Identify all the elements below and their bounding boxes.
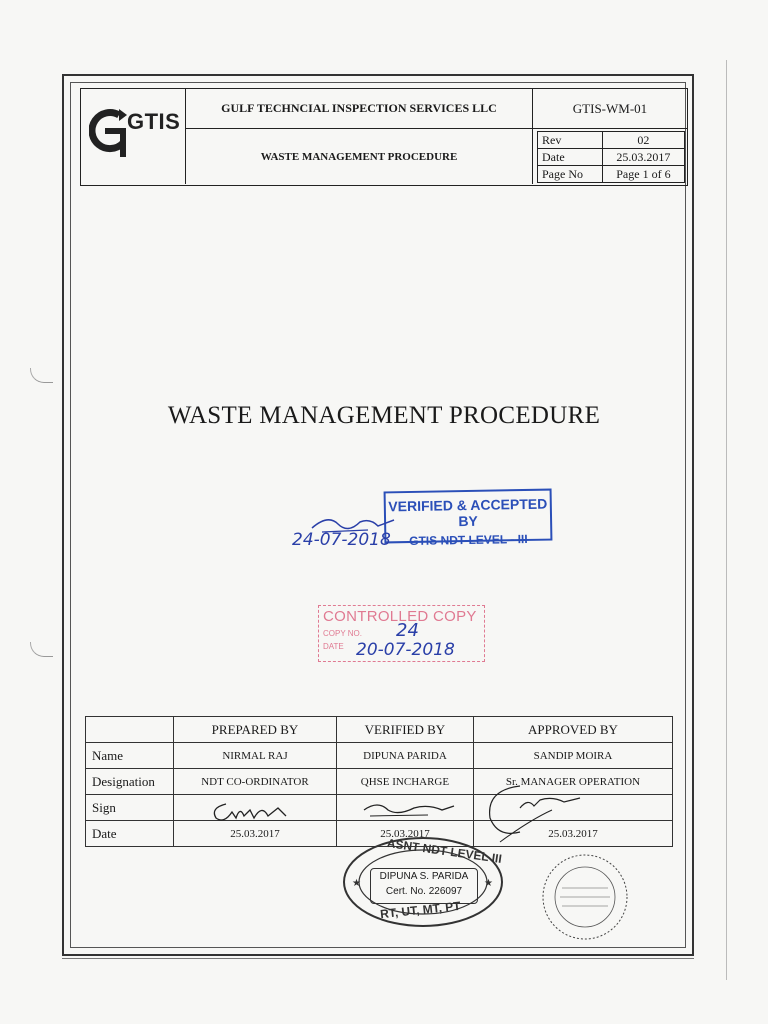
verified-stamp bbox=[384, 489, 553, 549]
row-label-name: Name bbox=[86, 743, 174, 769]
svg-text:★: ★ bbox=[352, 878, 361, 889]
copy-date-label: DATE bbox=[323, 642, 344, 651]
document-number: GTIS-WM-01 bbox=[533, 89, 687, 129]
verifier-table-signature-icon bbox=[358, 798, 458, 824]
company-name: GULF TECHNCIAL INSPECTION SERVICES LLC bbox=[186, 89, 533, 129]
page-label: Page No bbox=[538, 166, 603, 183]
date-value: 25.03.2017 bbox=[602, 149, 684, 166]
row-label-designation: Designation bbox=[86, 769, 174, 795]
col-header-prepared: PREPARED BY bbox=[174, 717, 337, 743]
company-seal-icon bbox=[540, 852, 630, 942]
date-row bbox=[538, 149, 685, 166]
header-doc-title: WASTE MANAGEMENT PROCEDURE bbox=[186, 129, 533, 184]
copy-number-value: 24 bbox=[396, 620, 419, 641]
revision-table bbox=[537, 131, 685, 183]
approval-corner-cell bbox=[86, 717, 174, 743]
controlled-copy-title: CONTROLLED COPY bbox=[323, 608, 477, 625]
verified-stamp-line2: GTIS NDT LEVEL - III bbox=[409, 531, 528, 549]
preparer-signature-icon bbox=[208, 796, 298, 826]
punch-hole-mark bbox=[30, 368, 53, 383]
approved-date: 25.03.2017 bbox=[473, 821, 672, 847]
table-row bbox=[86, 743, 673, 769]
document-header bbox=[80, 88, 688, 186]
verified-name: DIPUNA PARIDA bbox=[336, 743, 473, 769]
asnt-stamp-top-text: ASNT NDT LEVEL III bbox=[386, 836, 503, 866]
asnt-stamp-bottom-text: RT, UT, MT, PT bbox=[379, 898, 462, 922]
gtis-logo-icon bbox=[89, 103, 129, 163]
svg-text:★: ★ bbox=[484, 878, 493, 889]
page-row bbox=[538, 166, 685, 183]
copy-number-label: COPY NO. bbox=[323, 629, 362, 638]
verified-designation: QHSE INCHARGE bbox=[336, 769, 473, 795]
approved-designation: Sr. MANAGER OPERATION bbox=[473, 769, 672, 795]
row-label-sign: Sign bbox=[86, 795, 174, 821]
approval-header-row bbox=[86, 717, 673, 743]
prepared-date: 25.03.2017 bbox=[174, 821, 337, 847]
asnt-stamp-inner bbox=[370, 868, 478, 904]
rev-value: 02 bbox=[602, 132, 684, 149]
copy-date-value: 20-07-2018 bbox=[356, 640, 455, 660]
punch-hole-mark bbox=[30, 642, 53, 657]
logo-text: GTIS bbox=[127, 109, 181, 134]
col-header-verified: VERIFIED BY bbox=[336, 717, 473, 743]
asnt-stamp-cert-number: Cert. No. 226097 bbox=[385, 886, 463, 897]
page-title: WASTE MANAGEMENT PROCEDURE bbox=[167, 402, 601, 429]
bottom-rule bbox=[62, 958, 694, 959]
prepared-designation: NDT CO-ORDINATOR bbox=[174, 769, 337, 795]
verified-date: 25.03.2017 bbox=[336, 821, 473, 847]
prepared-name: NIRMAL RAJ bbox=[174, 743, 337, 769]
page-value: Page 1 of 6 bbox=[602, 166, 684, 183]
logo-cell bbox=[81, 89, 186, 184]
asnt-stamp-holder-name: DIPUNA S. PARIDA bbox=[379, 871, 469, 882]
rev-label: Rev bbox=[538, 132, 603, 149]
row-label-date: Date bbox=[86, 821, 174, 847]
date-label: Date bbox=[538, 149, 603, 166]
rev-row bbox=[538, 132, 685, 149]
page-edge-line bbox=[726, 60, 727, 980]
verified-stamp-line1: VERIFIED & ACCEPTED BY bbox=[388, 495, 548, 530]
verified-handwritten-date: 24-07-2018 bbox=[292, 530, 391, 550]
approved-name: SANDIP MOIRA bbox=[473, 743, 672, 769]
col-header-approved: APPROVED BY bbox=[473, 717, 672, 743]
